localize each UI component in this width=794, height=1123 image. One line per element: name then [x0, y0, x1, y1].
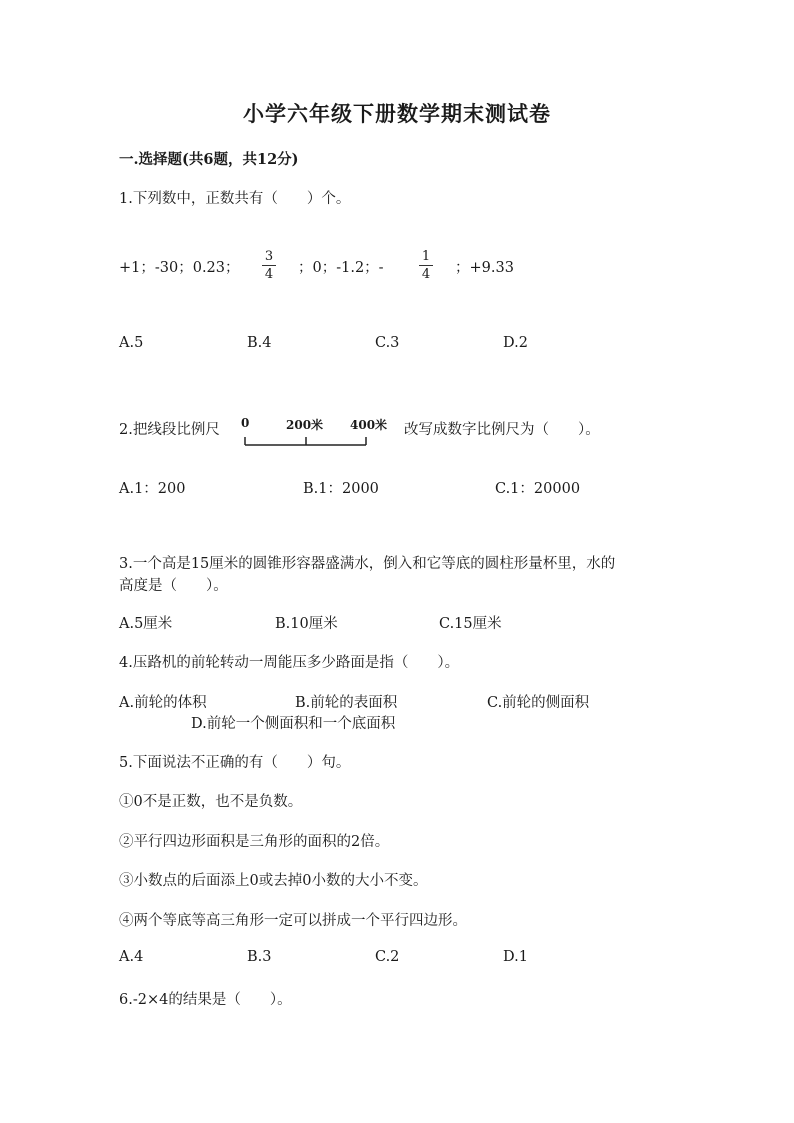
q3-option-a: A.5厘米	[119, 616, 173, 632]
q2-option-a: A.1：200	[119, 481, 186, 497]
q3-option-b: B.10厘米	[275, 616, 338, 632]
q5-stem: 5.下面说法不正确的有（ ）句。	[119, 755, 351, 771]
q5-option-c: C.2	[375, 949, 400, 965]
q5-option-b: B.3	[247, 949, 272, 965]
q1-expr-part-c: ；+9.33	[455, 260, 514, 276]
q3-option-c: C.15厘米	[439, 616, 502, 632]
q4-option-c: C.前轮的侧面积	[487, 695, 590, 711]
q1-fraction-2-denominator: 4	[421, 267, 431, 282]
q2-option-b: B.1：2000	[303, 481, 379, 497]
q1-fraction-1-denominator: 4	[264, 267, 274, 282]
q1-option-a: A.5	[119, 335, 144, 351]
q2-stem-before: 2.把线段比例尺	[119, 422, 220, 438]
q2-option-c: C.1：20000	[495, 481, 581, 497]
q4-stem: 4.压路机的前轮转动一周能压多少路面是指（ ）。	[119, 655, 460, 671]
page-title: 小学六年级下册数学期末测试卷	[243, 101, 551, 126]
q5-option-a: A.4	[119, 949, 144, 965]
q4-option-d: D.前轮一个侧面积和一个底面积	[191, 716, 396, 732]
q3-stem-line-1: 3.一个高是15厘米的圆锥形容器盛满水，倒入和它等底的圆柱形量杯里，水的	[119, 556, 616, 572]
line-scale-figure	[240, 414, 400, 450]
scale-label-400: 400米	[350, 418, 388, 432]
q1-fraction-2	[416, 249, 436, 282]
q4-option-b: B.前轮的表面积	[295, 695, 398, 711]
q2-stem-after: 改写成数字比例尺为（ ）。	[404, 422, 600, 438]
q5-option-d: D.1	[503, 949, 528, 965]
q1-expr-part-a: +1；-30；0.23；	[119, 260, 240, 276]
q5-statement-4: ④两个等底等高三角形一定可以拼成一个平行四边形。	[119, 913, 467, 929]
scale-label-0: 0	[241, 416, 250, 430]
q1-expr-part-b: ；0；-1.2；-	[298, 260, 384, 276]
q3-stem-line-2: 高度是（ ）。	[119, 578, 228, 594]
q1-option-d: D.2	[503, 335, 528, 351]
scale-bar	[240, 414, 400, 450]
section-heading: 一.选择题(共6题，共12分)	[119, 151, 299, 168]
q1-stem: 1.下列数中，正数共有（ ）个。	[119, 191, 351, 207]
q5-statement-2: ②平行四边形面积是三角形的面积的2倍。	[119, 834, 390, 850]
scale-label-200: 200米	[286, 418, 324, 432]
q1-fraction-1	[259, 249, 279, 282]
q1-option-b: B.4	[247, 335, 272, 351]
q1-fraction-1-numerator: 3	[264, 249, 274, 264]
q6-stem: 6.-2×4的结果是（ ）。	[119, 992, 292, 1008]
q1-fraction-2-numerator: 1	[421, 249, 431, 264]
q4-option-a: A.前轮的体积	[119, 695, 207, 711]
q1-option-c: C.3	[375, 335, 400, 351]
q5-statement-3: ③小数点的后面添上0或去掉0小数的大小不变。	[119, 873, 428, 889]
q5-statement-1: ①0不是正数，也不是负数。	[119, 794, 303, 810]
